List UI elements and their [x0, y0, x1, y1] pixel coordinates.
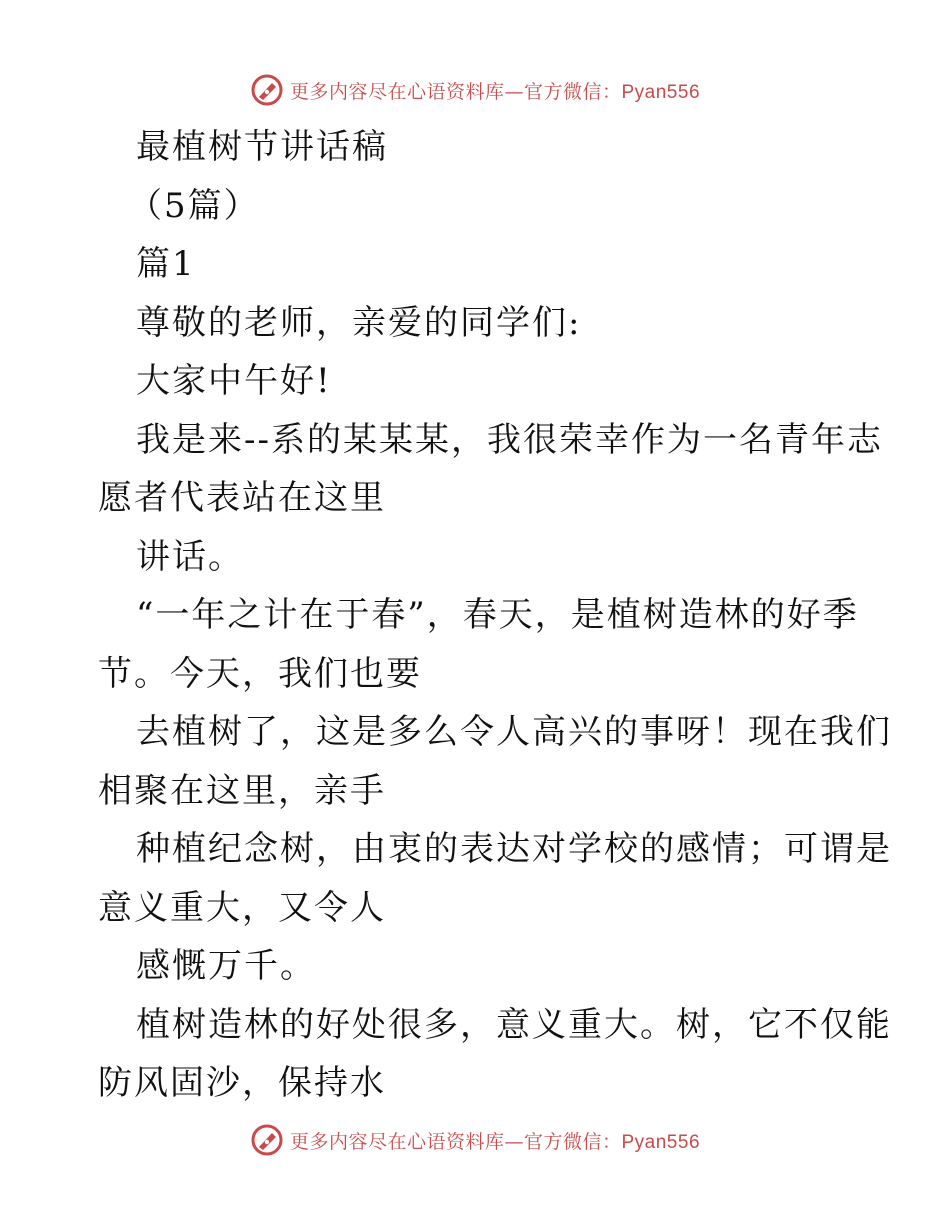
document-subtitle: （5篇） — [128, 185, 260, 226]
header-banner-text: 更多内容尽在心语资料库—官方微信：Pyan556 — [289, 80, 701, 103]
paragraph-line: 节。今天，我们也要 — [98, 653, 422, 694]
footer-banner-text: 更多内容尽在心语资料库—官方微信：Pyan556 — [289, 1130, 701, 1153]
pen-nib-logo-icon — [250, 1123, 284, 1157]
pen-nib-logo-icon — [250, 73, 284, 107]
document-body — [98, 118, 892, 1113]
document-title: 最植树节讲话稿 — [136, 127, 388, 167]
paragraph-line: 防风固沙，保持水 — [98, 1063, 386, 1103]
paragraph-line: 感慨万千。 — [136, 946, 316, 986]
paragraph-line: 相聚在这里，亲手 — [98, 770, 386, 811]
header-banner — [0, 70, 950, 110]
paragraph-line: 意义重大，又令人 — [98, 887, 386, 928]
paragraph-line: 大家中午好! — [136, 361, 332, 401]
section-heading: 篇1 — [136, 244, 196, 284]
paragraph-line: 植树造林的好处很多，意义重大。树，它不仅能 — [136, 1004, 892, 1045]
footer-wechat-id: Pyan556 — [621, 1131, 701, 1153]
footer-banner — [0, 1120, 950, 1160]
paragraph-line: 种植纪念树，由衷的表达对学校的感情；可谓是 — [136, 829, 892, 869]
paragraph-line: 尊敬的老师，亲爱的同学们: — [136, 302, 582, 343]
header-wechat-id: Pyan556 — [621, 81, 701, 103]
paragraph-line: 愿者代表站在这里 — [98, 478, 386, 518]
paragraph-line: 去植树了，这是多么令人高兴的事呀！现在我们 — [136, 712, 892, 752]
paragraph-line: 我是来--系的某某某，我很荣幸作为一名青年志 — [136, 419, 883, 460]
paragraph-line: 讲话。 — [136, 536, 244, 577]
paragraph-line: “一年之计在于春”，春天，是植树造林的好季 — [136, 595, 859, 635]
